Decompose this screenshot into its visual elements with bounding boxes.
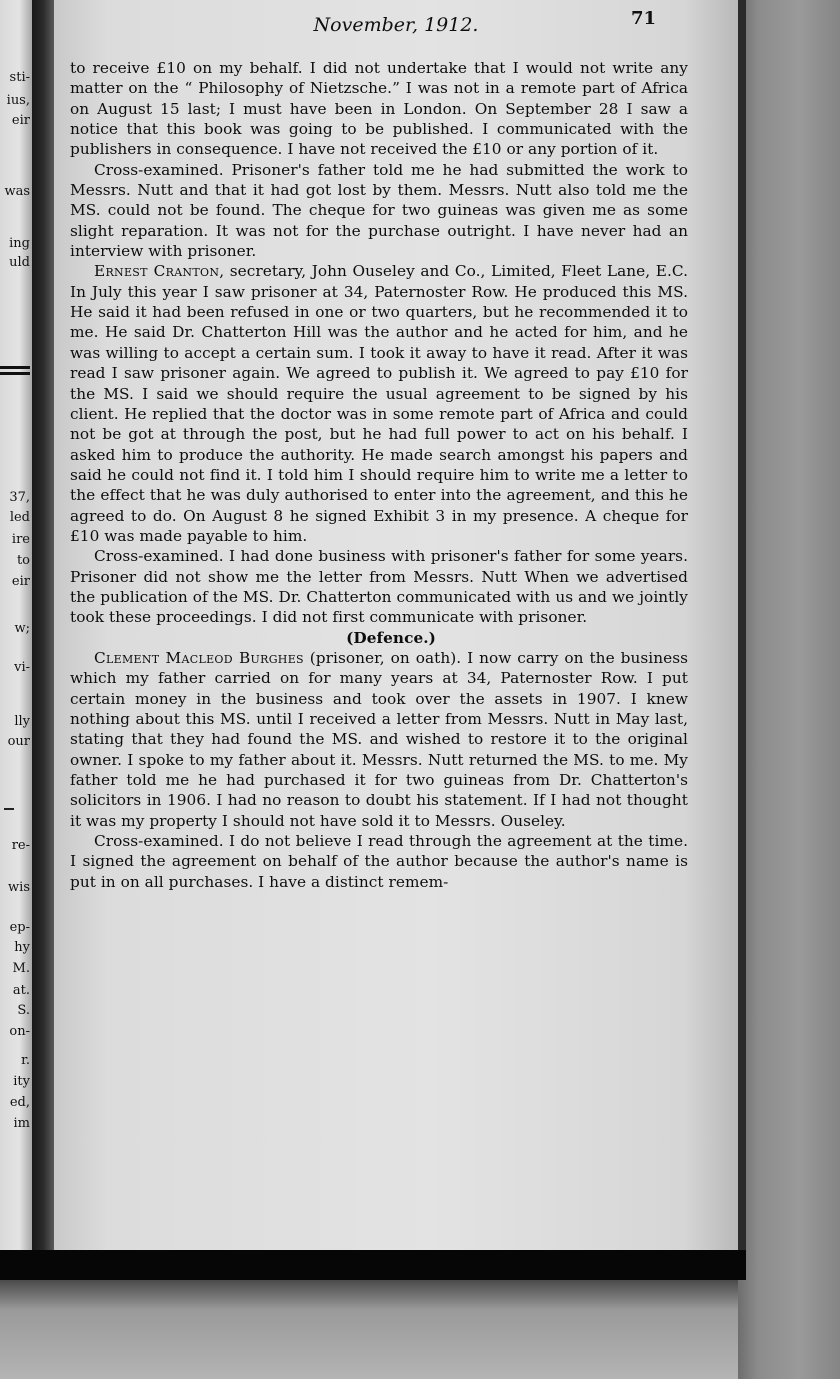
witness-testimony: , secretary, John Ouseley and Co., Limited, Fleet Lane, E.C. In July this year I saw prisoner at 34, Paternoster Row. He produced this MS. He said it had been refused in one or two quarters, but he recommended it to me. He said Dr. Chatterton Hill was the author and he acted for him, and he was willing to accept a certain sum. I took it away to have it read. After it was read I saw prisoner again. We agreed to publish it. We agreed to pay £10 for the MS. I said we should require the usual agreement to be signed by his client. He replied that the doctor was in some remote part of Africa and could not be got at through the post, but he had full power to act on his behalf. I asked him to produce the authority. He made search amongst his papers and said he could not find it. I told him I should require him to write me a letter to the effect that he was duly authorised to enter into the agreement, and this he agreed to do. On August 8 he signed Exhibit 3 in my presence. A cheque for £10 was made payable to him. xyxy=(70,262,688,545)
book-page xyxy=(54,0,738,1250)
background-right xyxy=(738,0,840,1379)
page-edge-shadow xyxy=(738,0,746,1260)
left-page-fragment: vi- xyxy=(14,660,30,675)
left-page-fragment: ed, xyxy=(9,1095,30,1110)
left-page-fragment: 37, xyxy=(9,490,30,505)
witness-name: Ernest Cranton xyxy=(94,262,220,281)
witness-paragraph xyxy=(70,648,688,831)
left-page-rule xyxy=(0,366,30,369)
left-page-fragment: at. xyxy=(12,983,30,998)
left-facing-page xyxy=(0,0,32,1274)
running-head: November, 1912. xyxy=(313,14,479,36)
left-page-fragment: sti- xyxy=(9,70,30,85)
paragraph: to receive £10 on my behalf. I did not undertake that I would not write any matter on the “ Philosophy of Nietzsche.” I was not in a remote part of Africa on August 15 last; I must have been in London. On September 28 I saw a notice that this book was going to be published. I communicated with the publishers in consequence. I have not received the £10 or any portion of it. xyxy=(70,59,688,159)
left-page-fragment: ep- xyxy=(9,920,30,935)
left-page-fragment: was xyxy=(4,184,30,199)
background-bottom xyxy=(0,1280,738,1379)
left-page-fragment: M. xyxy=(12,961,30,976)
left-page-fragment: on- xyxy=(9,1024,30,1039)
left-page-fragment: im xyxy=(13,1116,30,1131)
left-page-fragment: w; xyxy=(14,621,30,636)
section-heading: (Defence.) xyxy=(346,628,436,647)
left-page-fragment: ing xyxy=(9,236,30,251)
page-body xyxy=(70,58,688,892)
paragraph: Cross-examined. Prisoner's father told me he had submitted the work to Messrs. Nutt and that it had got lost by them. Messrs. Nutt also told me the MS. could not be found. The cheque for two guineas was given me as some slight reparation. It was not for the purchase outright. I have never had an interview with prisoner. xyxy=(70,160,688,261)
book-gutter xyxy=(32,0,54,1274)
paragraph: Cross-examined. I had done business with prisoner's father for some years. Prisoner did not show me the letter from Messrs. Nutt When we advertised the publication of the MS. Dr. Chatterton communicated with us and we jointly took these proceedings. I did not first communicate with prisoner. xyxy=(70,547,688,627)
left-page-fragment: ius, xyxy=(6,93,30,108)
left-page-fragment: eir xyxy=(11,113,30,128)
paragraph: Cross-examined. I do not believe I read through the agreement at the time. I signed the agreement on behalf of the author because the author's name is put in on all purchases. I have a distinct remem- xyxy=(70,832,688,891)
left-page-fragment: ire xyxy=(11,532,30,547)
left-page-fragment: uld xyxy=(9,255,30,270)
left-page-rule xyxy=(0,372,30,375)
left-page-fragment: ity xyxy=(13,1074,30,1089)
witness-name: Clement Macleod Burghes xyxy=(94,648,304,667)
left-page-fragment: lly xyxy=(14,714,30,729)
left-page-fragment: hy xyxy=(14,940,30,955)
page-bottom-shadow xyxy=(0,1250,746,1280)
left-page-fragment: r. xyxy=(21,1053,30,1068)
left-page-fragment: eir xyxy=(11,574,30,589)
left-page-fragment: re- xyxy=(11,838,30,853)
witness-paragraph xyxy=(70,261,688,546)
left-page-fragment: our xyxy=(7,734,30,749)
left-page-fragment: led xyxy=(9,510,30,525)
left-page-fragment: to xyxy=(16,553,30,568)
witness-testimony: (prisoner, on oath). I now carry on the business which my father carried on for many years at 34, Paternoster Row. I put certain money in the business and took over the assets in 1907. I knew nothing about this MS. until I received a letter from Messrs. Nutt in May last, stating that they had found the MS. and wished to restore it to the original owner. I spoke to my father about it. Messrs. Nutt returned the MS. to me. My father told me he had purchased it for two guineas from Dr. Chatterton's solicitors in 1906. I had no reason to doubt his statement. If I had not thought it was my property I should not have sold it to Messrs. Ouseley. xyxy=(70,648,688,830)
left-page-fragment: wis xyxy=(8,880,30,895)
left-page-fragment: S. xyxy=(17,1003,30,1018)
left-page-dash xyxy=(4,808,14,810)
page-number: 71 xyxy=(630,8,656,29)
